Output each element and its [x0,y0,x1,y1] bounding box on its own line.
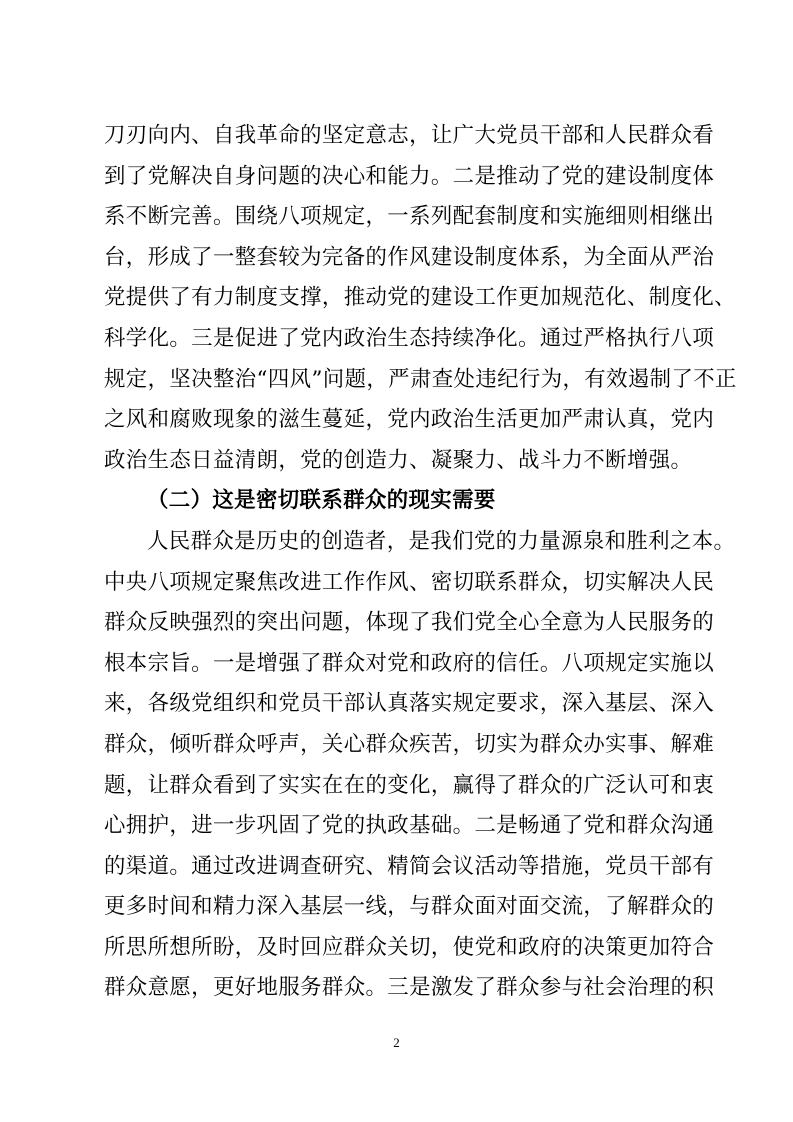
paragraph-line: 系不断完善。围绕八项规定，一系列配套制度和实施细则相继出 [104,204,715,230]
paragraph-line: 科学化。三是促进了党内政治生态持续净化。通过严格执行八项 [104,325,715,351]
paragraph-line: 群众，倾听群众呼声，关心群众疾苦，切实为群众办实事、解难 [104,731,715,757]
paragraph-line: 党提供了有力制度支撑，推动党的建设工作更加规范化、制度化、 [104,285,736,311]
paragraph-line: 政治生态日益清朗，党的创造力、凝聚力、战斗力不断增强。 [104,447,693,473]
paragraph-line: 规定，坚决整治“四风”问题，严肃查处违纪行为，有效遏制了不正 [104,366,737,392]
paragraph-line: 中央八项规定聚焦改进工作作风、密切联系群众，切实解决人民 [104,569,715,595]
paragraph-line: 所思所想所盼，及时回应群众关切，使党和政府的决策更加符合 [104,934,715,960]
paragraph-line: 人民群众是历史的创造者，是我们党的力量源泉和胜利之本。 [147,528,736,554]
paragraph-line: 刀刃向内、自我革命的坚定意志，让广大党员干部和人民群众看 [104,123,715,148]
paragraph-line: 根本宗旨。一是增强了群众对党和政府的信任。八项规定实施以 [104,650,715,676]
paragraph-line: 题，让群众看到了实实在在的变化，赢得了群众的广泛认可和衷 [104,772,715,798]
paragraph-line: 台，形成了一整套较为完备的作风建设制度体系，为全面从严治 [104,244,715,270]
paragraph-line: 群众意愿，更好地服务群众。三是激发了群众参与社会治理的积 [104,975,715,1001]
body-text [104,116,737,1009]
paragraph-line: 的渠道。通过改进调查研究、精简会议活动等措施，党员干部有 [104,853,715,879]
paragraph-line: 更多时间和精力深入基层一线，与群众面对面交流，了解群众的 [104,894,715,920]
section-heading: （二）这是密切联系群众的现实需要 [147,488,496,514]
paragraph-line: 心拥护，进一步巩固了党的执政基础。二是畅通了党和群众沟通 [104,813,715,839]
paragraph-line: 群众反映强烈的突出问题，体现了我们党全心全意为人民服务的 [104,610,715,636]
paragraph-line: 到了党解决自身问题的决心和能力。二是推动了党的建设制度体 [104,163,715,189]
page-number: 2 [393,1035,400,1050]
paragraph-line: 之风和腐败现象的滋生蔓延，党内政治生活更加严肃认真，党内 [104,407,715,433]
paragraph-line: 来，各级党组织和党员干部认真落实规定要求，深入基层、深入 [104,691,715,717]
